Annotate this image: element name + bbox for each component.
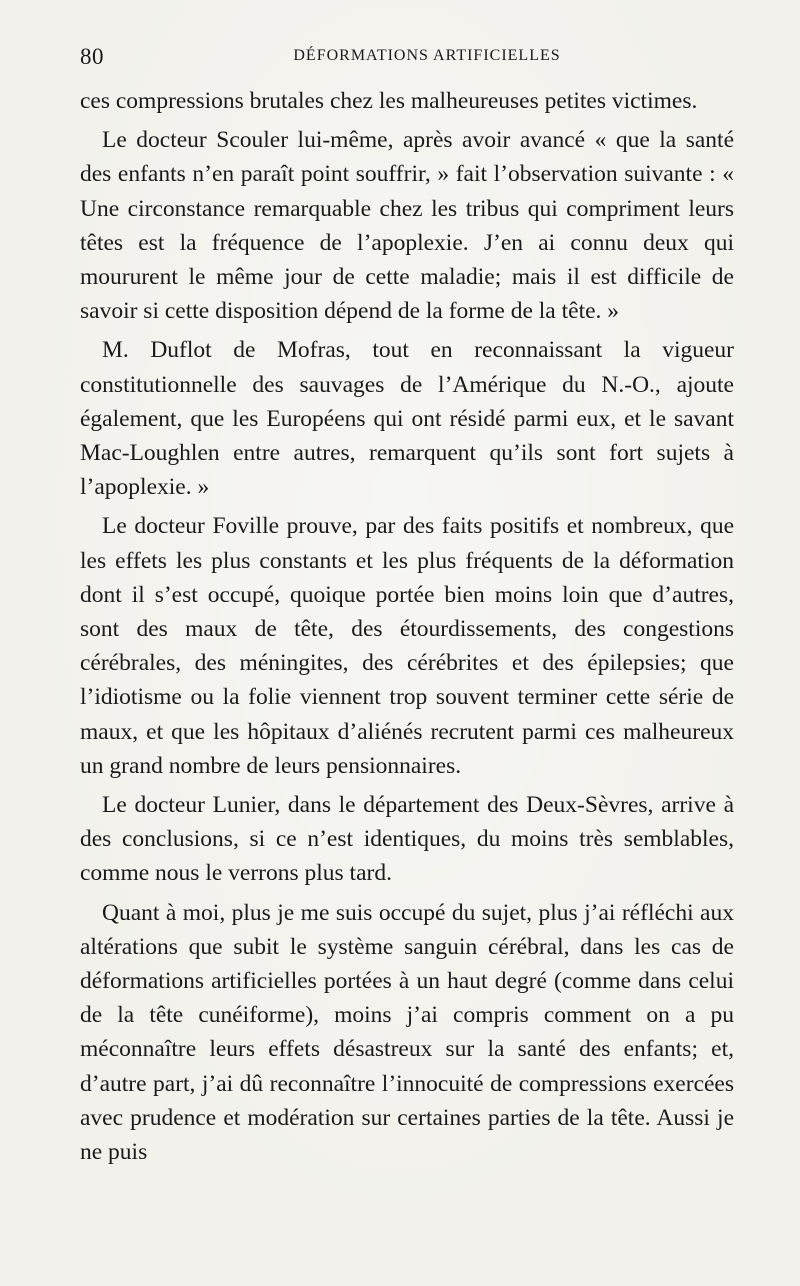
body-text [80, 84, 734, 1169]
paragraph-2: Le docteur Scouler lui-même, après avoir avancé « que la santé des enfants n’en paraît point souffrir, » fait l’observation suivante : « Une circonstance remarquable chez les tribus qui compriment leurs têtes est la fréquence de l’apoplexie. J’en ai connu deux qui moururent le même jour de cette maladie; mais il est difficile de savoir si cette disposition dépend de la forme de la tête. » [80, 127, 734, 325]
page-number: 80 [80, 44, 104, 69]
paragraph-6: Quant à moi, plus je me suis occupé du sujet, plus j’ai réfléchi aux altérations que subit le système sanguin cérébral, dans les cas de déformations artificielles portées à un haut degré (comme dans celui de la tête cunéiforme), moins j’ai compris comment on a pu méconnaître leurs effets désastreux sur la santé des enfants; et, d’autre part, j’ai dû reconnaître l’innocuité de compressions exercées avec prudence et modération sur certaines parties de la tête. Aussi je ne puis [80, 899, 734, 1166]
paragraph-3: M. Duflot de Mofras, tout en reconnaissant la vigueur constitutionnelle des sauvages de l’Amérique du N.-O., ajoute également, que les Européens qui ont résidé parmi eux, et le savant Mac-Loughlen entre autres, remarquent qu’ils sont fort sujets à l’apoplexie. » [80, 337, 734, 501]
page-header [80, 38, 734, 78]
paragraph-4: Le docteur Foville prouve, par des faits positifs et nombreux, que les effets les plus constants et les plus fréquents de la déformation dont il s’est occupé, quoique portée bien moins loin que d’autres, sont des maux de tête, des étourdissements, des congestions cérébrales, des méningites, des cérébrites et des épilepsies; que l’idiotisme ou la folie viennent trop souvent terminer cette série de maux, et que les hôpitaux d’aliénés recrutent parmi ces malheureux un grand nombre de leurs pensionnaires. [80, 513, 734, 779]
paragraph-5: Le docteur Lunier, dans le département des Deux-Sèvres, arrive à des conclusions, si ce n’est identiques, du moins très semblables, comme nous le verrons plus tard. [80, 792, 734, 887]
paragraph-1: ces compressions brutales chez les malheureuses petites victimes. [80, 88, 698, 114]
running-title: DÉFORMATIONS ARTIFICIELLES [293, 47, 561, 64]
